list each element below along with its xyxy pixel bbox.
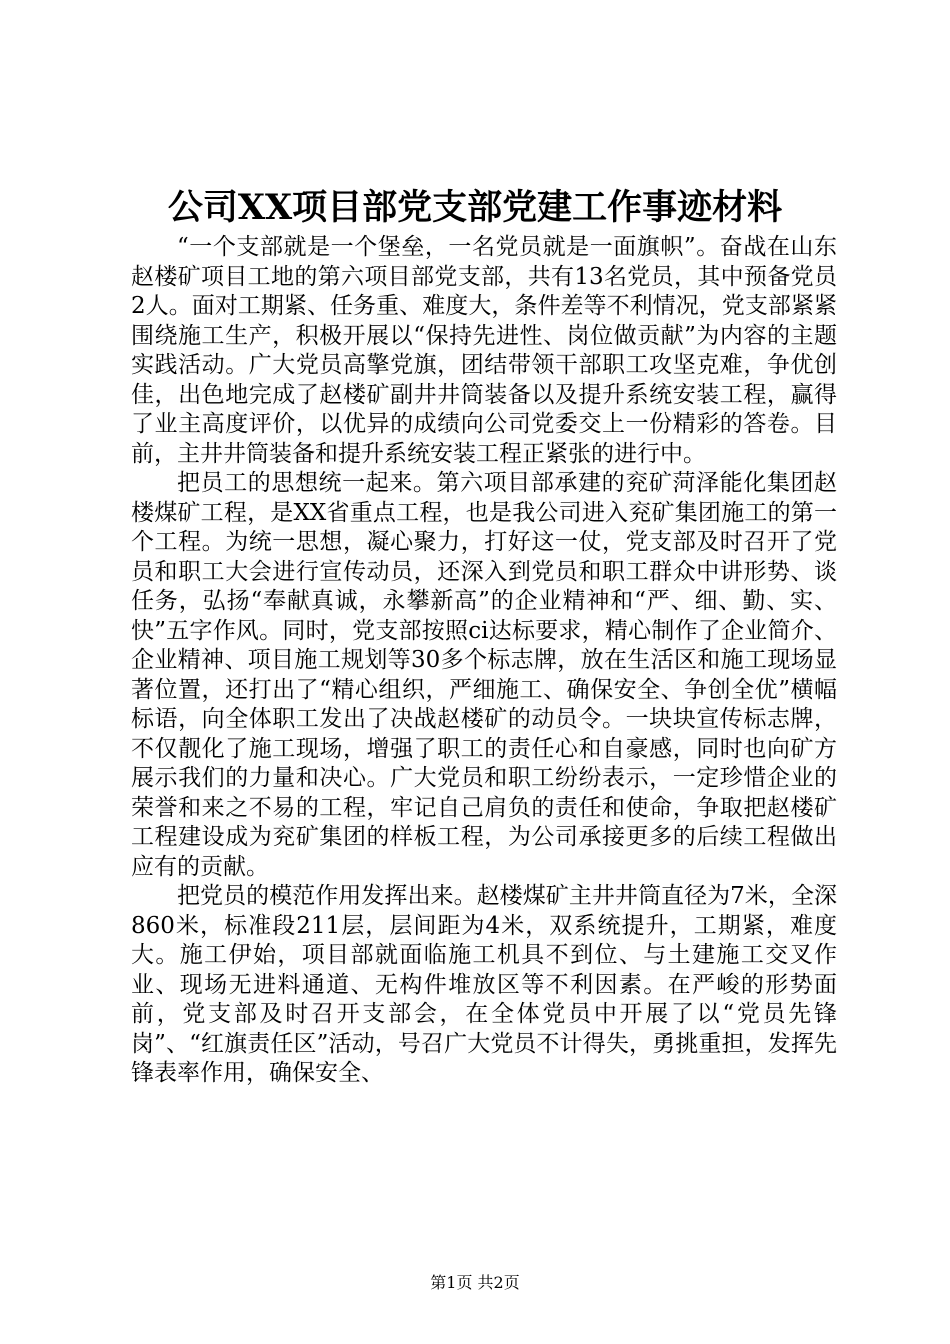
document-body [131,233,837,1089]
paragraph-2: 把员工的思想统一起来。第六项目部承建的兖矿菏泽能化集团赵楼煤矿工程，是XX省重点工程，也是我公司进入兖矿集团施工的第一个工程。为统一思想，凝心聚力，打好这一仗，党支部及时召开了党员和职工大会进行宣传动员，还深入到党员和职工群众中讲形势、谈任务，弘扬“奉献真诚，永攀新高”的企业精神和“严、细、勤、实、快”五字作风。同时，党支部按照ci达标要求，精心制作了企业简介、企业精神、项目施工规划等30多个标志牌，放在生活区和施工现场显著位置，还打出了“精心组织，严细施工、确保安全、争创全优”横幅标语，向全体职工发出了决战赵楼矿的动员令。一块块宣传标志牌，不仅靓化了施工现场，增强了职工的责任心和自豪感，同时也向矿方展示我们的力量和决心。广大党员和职工纷纷表示，一定珍惜企业的荣誉和来之不易的工程，牢记自己肩负的责任和使命，争取把赵楼矿工程建设成为兖矿集团的样板工程，为公司承接更多的后续工程做出应有的贡献。 [131,470,837,880]
paragraph-1: “一个支部就是一个堡垒，一名党员就是一面旗帜”。奋战在山东赵楼矿项目工地的第六项目部党支部，共有13名党员，其中预备党员2人。面对工期紧、任务重、难度大，条件差等不利情况，党支部紧紧围绕施工生产，积极开展以“保持先进性、岗位做贡献”为内容的主题实践活动。广大党员高擎党旗，团结带领干部职工攻坚克难，争优创佳，出色地完成了赵楼矿副井井筒装备以及提升系统安装工程，赢得了业主高度评价，以优异的成绩向公司党委交上一份精彩的答卷。目前，主井井筒装备和提升系统安装工程正紧张的进行中。 [131,234,837,467]
page-footer: 第1页 共2页 [430,1273,520,1292]
paragraph-3: 把党员的模范作用发挥出来。赵楼煤矿主井井筒直径为7米，全深860米，标准段211层，层间距为4米，双系统提升，工期紧，难度大。施工伊始，项目部就面临施工机具不到位、与土建施工交叉作业、现场无进料通道、无构件堆放区等不利因素。在严峻的形势面前，党支部及时召开支部会，在全体党员中开展了以“党员先锋岗”、“红旗责任区”活动，号召广大党员不计得失，勇挑重担，发挥先锋表率作用，确保安全、 [131,883,837,1086]
document-title: 公司XX项目部党支部党建工作事迹材料 [167,187,783,228]
